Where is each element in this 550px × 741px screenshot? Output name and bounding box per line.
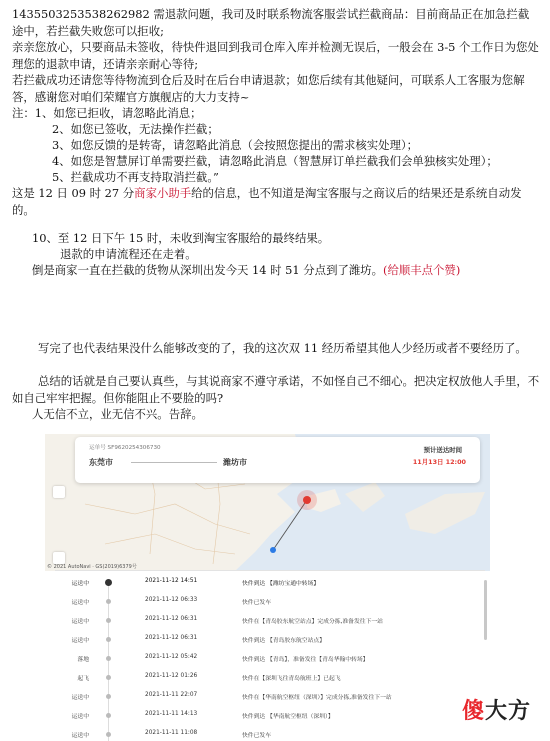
- tracking-summary-card: [75, 437, 480, 483]
- destination-city: 潍坊市: [223, 458, 247, 467]
- site-watermark: [462, 694, 531, 725]
- note-item-4: 4、如您是智慧屏订单需要拦截，请忽略此消息（智慧屏订单拦截我们会单独核实处理）；: [52, 154, 498, 168]
- sf-praise: (给顺丰点个赞): [383, 263, 461, 277]
- timeline-dot: [106, 656, 111, 661]
- tracking-status: 运送中: [71, 600, 89, 606]
- timeline-dot: [106, 637, 111, 642]
- paragraph-refund-process: 退款的申请流程还在走着。: [60, 247, 197, 261]
- tracking-status: 运送中: [71, 619, 89, 625]
- timeline-row: [45, 711, 490, 723]
- timeline-dot: [106, 694, 111, 699]
- tracking-time: 2021-11-12 01:26: [145, 673, 198, 679]
- japan-island: [405, 492, 485, 534]
- timeline-divider: [55, 570, 485, 571]
- note-item-2: 2、如您已签收，无法操作拦截；: [52, 122, 219, 136]
- shipment-arrival-text: 倒是商家一直在拦截的货物从深圳出发今天 14 时 51 分点到了潍坊。: [32, 263, 384, 277]
- location-pulse: [297, 490, 317, 510]
- timeline-row: [45, 616, 490, 628]
- tracking-status: 运送中: [71, 714, 89, 720]
- paragraph-reassurance: 亲亲您放心，只要商品未签收，待快件退回到我司仓库入库并检测无误后，一般会在 3-5 个工作日为您处理您的退款申请，还请亲亲耐心等待;: [12, 40, 539, 71]
- timeline-dot: [106, 599, 111, 604]
- tracking-status: 运送中: [71, 638, 89, 644]
- tracking-description: 快件到达 【华南航空枢纽（深圳）】: [242, 714, 334, 720]
- timeline-dot: [106, 713, 111, 718]
- tracking-description: 快件到达 【青岛】，准备发往【青岛华翰中转场】: [242, 657, 369, 663]
- tracking-status: 运送中: [71, 695, 89, 701]
- map-copyright: © 2021 AutoNavi · GS(2019)6379号: [47, 564, 137, 570]
- tracking-description: 快件到达 【潍坊宝通中转场】: [242, 581, 320, 587]
- tracking-time: 2021-11-11 14:13: [145, 711, 198, 717]
- timeline-dot: [105, 579, 112, 586]
- tracking-description: 快件已发车: [242, 600, 271, 606]
- tracking-status: 落地: [77, 657, 89, 663]
- timeline-dot: [106, 732, 111, 737]
- tracking-status: 起飞: [77, 676, 89, 682]
- paragraph-conclusion: 写完了也代表结果没什么能够改变的了，我的这次双 11 经历希望其他人少经历或者不要经历了。: [38, 341, 527, 355]
- paragraph-summary: 总结的话就是自己要认真些，与其说商家不遵守承诺，不如怪自己不细心。把决定权放他人手里，不如自己牢牢把握。但你能阻止不要脸的吗?: [12, 374, 540, 405]
- timeline-row: [45, 730, 490, 741]
- tracking-time: 2021-11-12 06:31: [145, 635, 198, 641]
- watermark-char: 傻: [462, 699, 486, 724]
- tracking-time: 2021-11-12 06:31: [145, 616, 198, 622]
- note-title: 注：1、如您已拒收，请忽略此消息；: [12, 106, 202, 120]
- logistics-screenshot: [45, 434, 490, 741]
- paragraph-farewell: 人无信不立，业无信不兴。告辞。: [32, 407, 203, 421]
- tracking-time: 2021-11-12 14:51: [145, 578, 198, 584]
- tracking-description: 快件到达 【青岛胶东航空站点】: [242, 638, 325, 644]
- timeline-row: [45, 597, 490, 609]
- timeline-row: [45, 673, 490, 685]
- tracking-status: 运送中: [71, 733, 89, 739]
- paragraph-refund-notice: 1435503253538262982 需退款问题，我司及时联系物流客服尝试拦截商品：目前商品正在加急拦截途中，若拦截失败您可以拒收;: [12, 7, 530, 38]
- watermark-text: 大方: [485, 699, 532, 724]
- eta-value: 11月13日 12:00: [412, 458, 466, 466]
- assistant-highlight: 商家小助手: [134, 186, 192, 200]
- paragraph-assistant-comment: [12, 185, 540, 218]
- tracking-time: 2021-11-12 05:42: [145, 654, 198, 660]
- timeline-row: [45, 692, 490, 704]
- layer-icon[interactable]: [53, 486, 65, 498]
- timeline-dot: [106, 618, 111, 623]
- tracking-timeline: [45, 574, 490, 741]
- korea-peninsula: [345, 482, 385, 512]
- tracking-time: 2021-11-11 11:08: [145, 730, 198, 736]
- origin-city: 东莞市: [89, 458, 113, 467]
- tracking-status: 运送中: [71, 581, 89, 587]
- note-item-3: 3、如您反馈的是转寄，请忽略此消息（会按照您提出的需求核实处理）；: [52, 138, 419, 152]
- timeline-row: [45, 635, 490, 647]
- tracking-description: 快件在【深圳飞往青岛航班上】已起飞: [242, 676, 341, 682]
- timeline-row: [45, 578, 490, 590]
- origin-marker: [270, 547, 276, 553]
- tracking-description: 快件已发车: [242, 733, 271, 739]
- assistant-comment-text-end: 给的信息，也不知道是淘宝客服与之商议后的结果还是系统自动发的。: [12, 186, 522, 217]
- waybill-number: 运单号 SF9620254306730: [89, 445, 161, 451]
- paragraph-item-10: 10、至 12 日下午 15 时，未收到淘宝客服给的最终结果。: [32, 231, 330, 245]
- tracking-time: 2021-11-12 06:33: [145, 597, 198, 603]
- timeline-row: [45, 654, 490, 666]
- eta-label: 预计送达时间: [423, 446, 462, 454]
- assistant-comment-text: 这是 12 日 09 时 27 分: [12, 186, 135, 200]
- tracking-description: 快件在【华南航空枢纽（深圳）】完成分拣,准备发往下一站: [242, 695, 392, 701]
- timeline-dot: [106, 675, 111, 680]
- route-map: [45, 434, 490, 571]
- paragraph-intercept-success: 若拦截成功还请您等待物流到仓后及时在后台申请退款；如您后续有其他疑问，可联系人工客服为您解答，感谢您对咱们荣耀官方旗舰店的大力支持~: [12, 73, 525, 104]
- tracking-time: 2021-11-11 22:07: [145, 692, 198, 698]
- route-arrow: [131, 462, 217, 463]
- note-item-5: 5、拦截成功不再支持取消拦截。”: [52, 170, 219, 184]
- paragraph-shipment-arrival: [32, 262, 538, 279]
- tracking-description: 快件在【青岛胶东航空站点】完成分拣,准备发往下一站: [242, 619, 383, 625]
